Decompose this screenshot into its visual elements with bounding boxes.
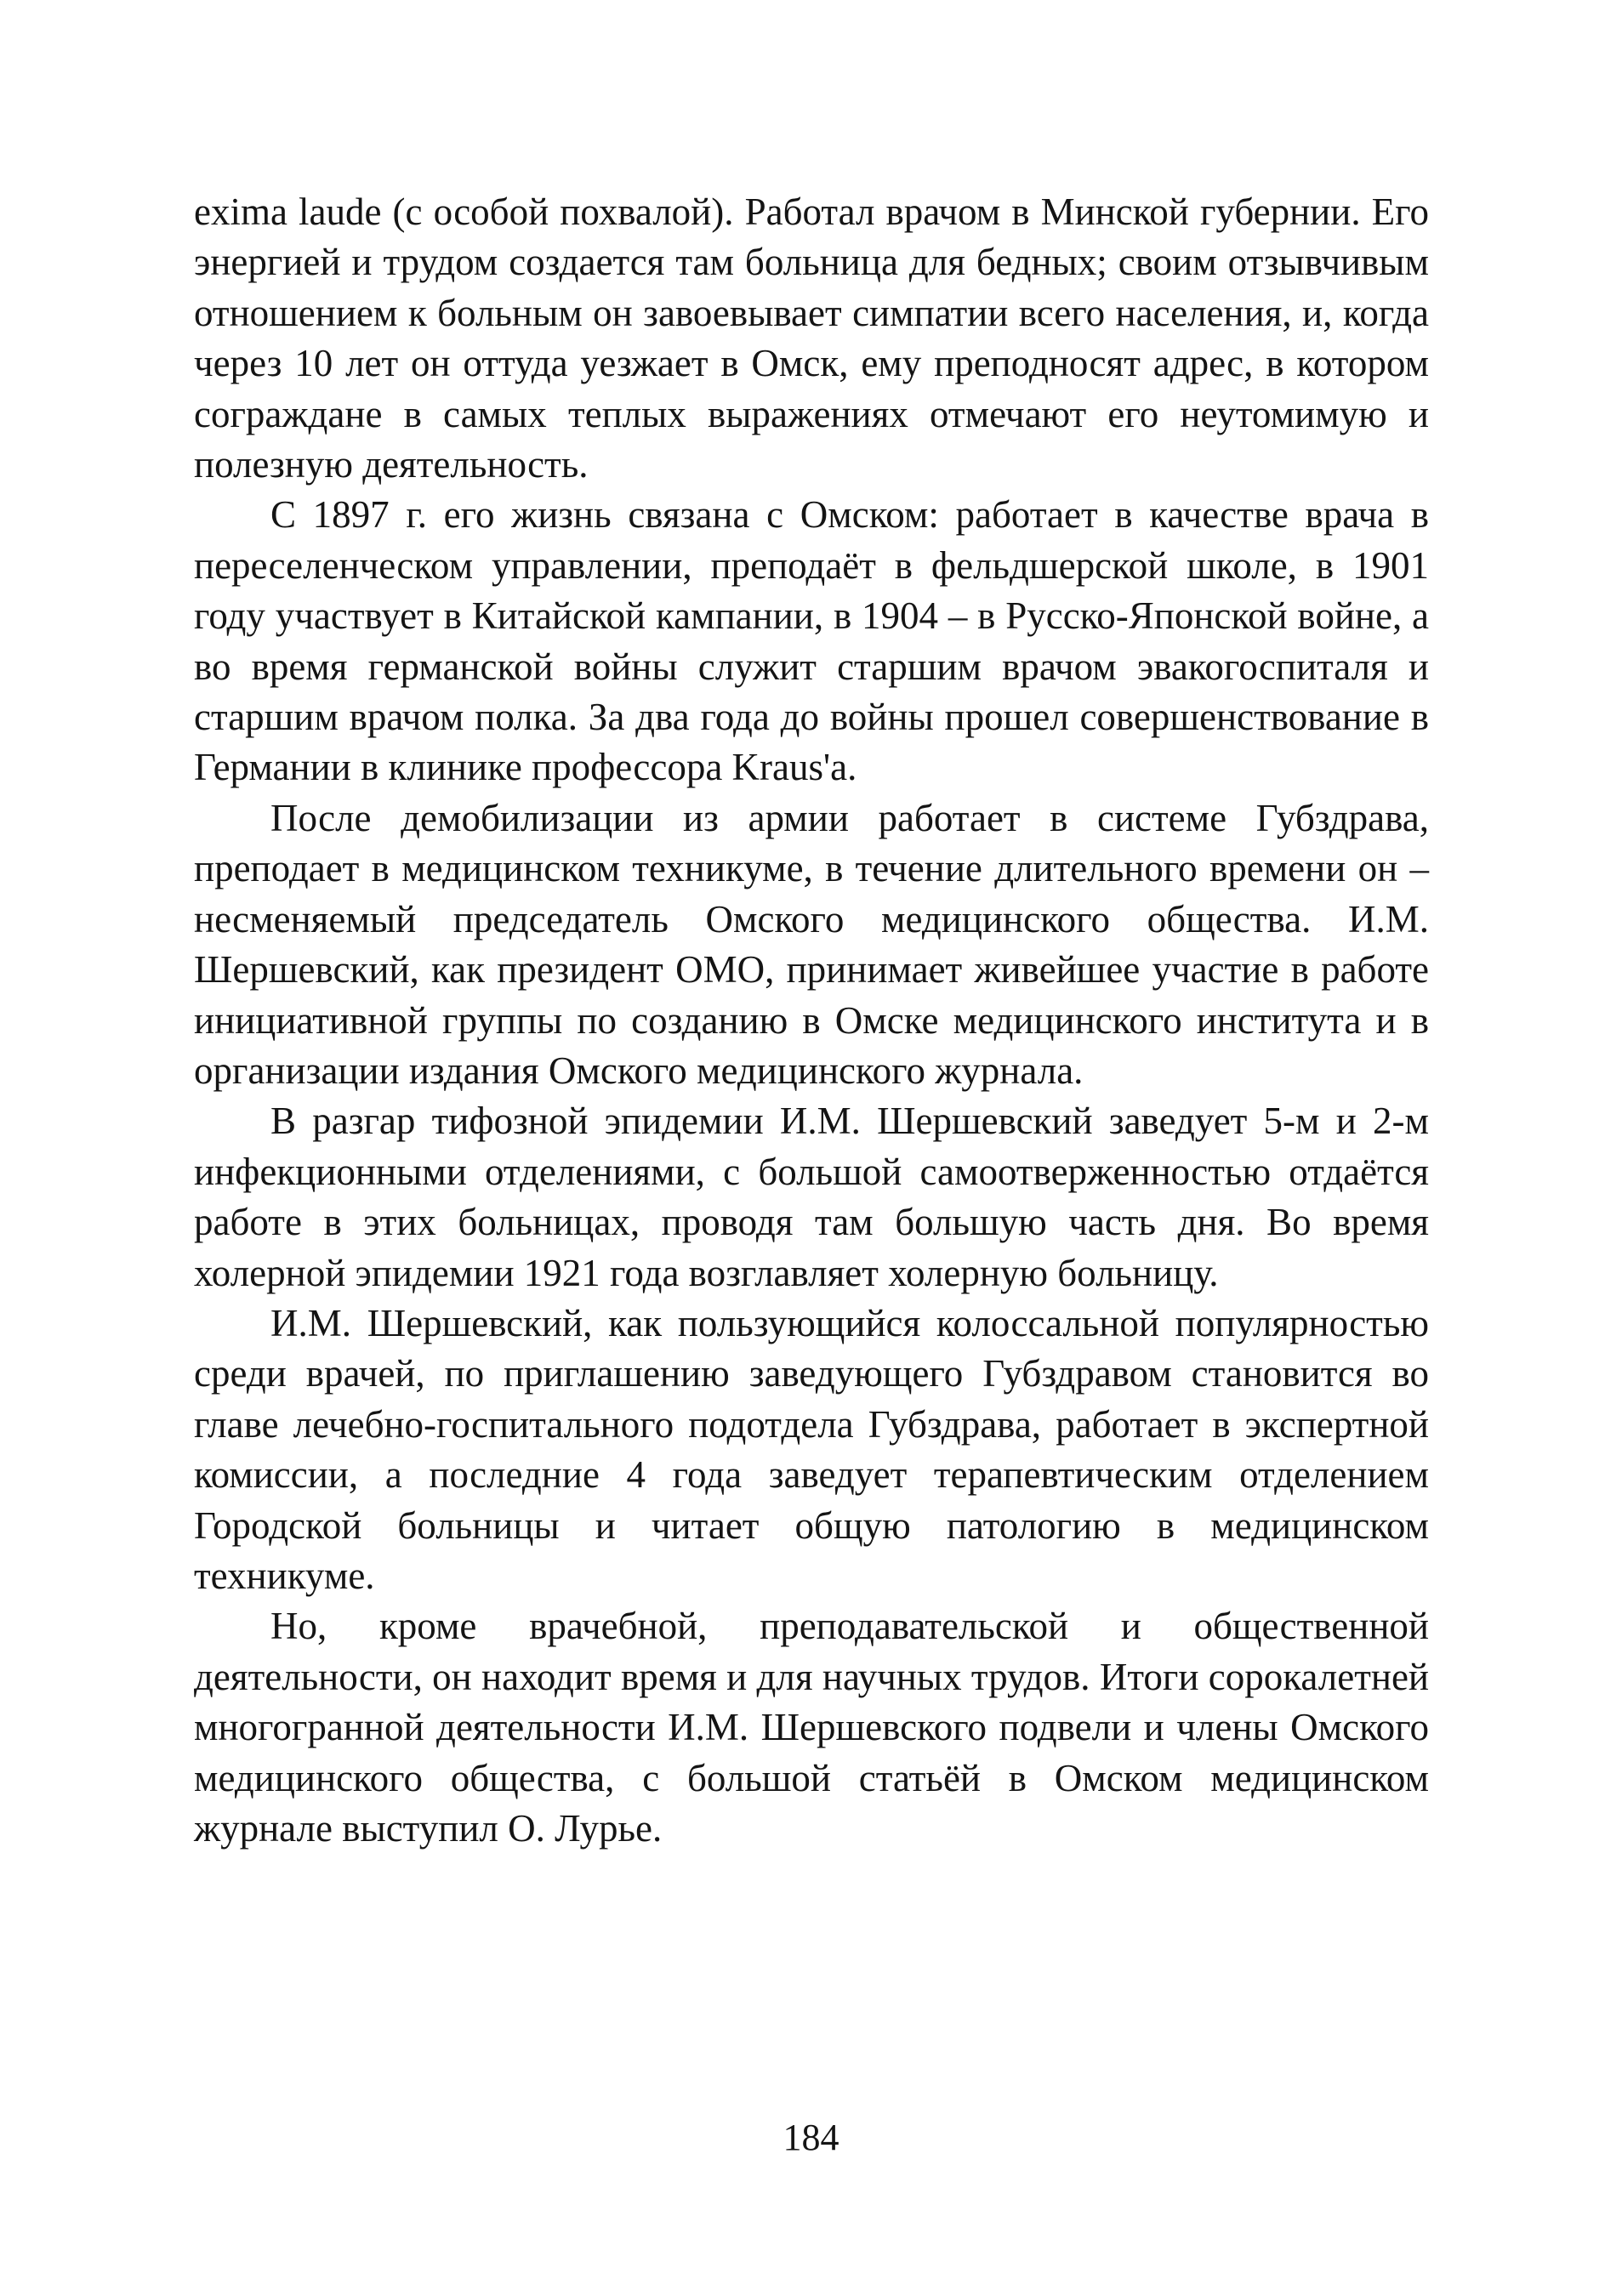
paragraph-5: И.М. Шершевский, как пользующийся колоссальной популярностью среди врачей, по приглашению заведующего Губздравом становится во главе лечебно-госпитального подотдела Губздрава, работает в экспертной комиссии, а последние 4 года заведует терапевтическим отделением Городской больницы и читает общую патологию в медицинском техникуме.: [194, 1301, 1429, 1597]
paragraph-6: Но, кроме врачебной, преподавательской и общественной деятельности, он находит время и для научных трудов. Итоги сорокалетней многогранной деятельности И.М. Шершевского подвели и члены Омского медицинского общества, с большой статьёй в Омском медицинском журнале выступил О. Лурье.: [194, 1605, 1429, 1850]
paragraph-2: С 1897 г. его жизнь связана с Омском: работает в качестве врача в переселенческом управлении, преподаёт в фельдшерской школе, в 1901 году участвует в Китайской кампании, в 1904 – в Русско-Японской войне, а во время германской войны служит старшим врачом эвакогоспиталя и старшим врачом полка. За два года до войны прошел совершенствование в Германии в клинике профессора Kraus'a.: [194, 493, 1429, 789]
body-text: [194, 187, 1429, 1854]
paragraph-3: После демобилизации из армии работает в системе Губздрава, преподает в медицинском техникуме, в течение длительного времени он – несменяемый председатель Омского медицинского общества. И.М. Шершевский, как президент ОМО, принимает живейшее участие в работе инициативной группы по созданию в Омске медицинского института и в организации издания Омского медицинского журнала.: [194, 796, 1429, 1092]
paragraph-4: В разгар тифозной эпидемии И.М. Шершевский заведует 5-м и 2-м инфекционными отделениями, с большой самоотверженностью отдаётся работе в этих больницах, проводя там большую часть дня. Во время холерной эпидемии 1921 года возглавляет холерную больницу.: [194, 1100, 1429, 1294]
page-number: 184: [783, 2117, 839, 2158]
paragraph-1: exima laude (с особой похвалой). Работал врачом в Минской губернии. Его энергией и трудом создается там больница для бедных; своим отзывчивым отношением к больным он завоевывает симпатии всего населения, и, когда через 10 лет он оттуда уезжает в Омск, ему преподносят адрес, в котором сограждане в самых теплых выражениях отмечают его неутомимую и полезную деятельность.: [194, 190, 1429, 486]
